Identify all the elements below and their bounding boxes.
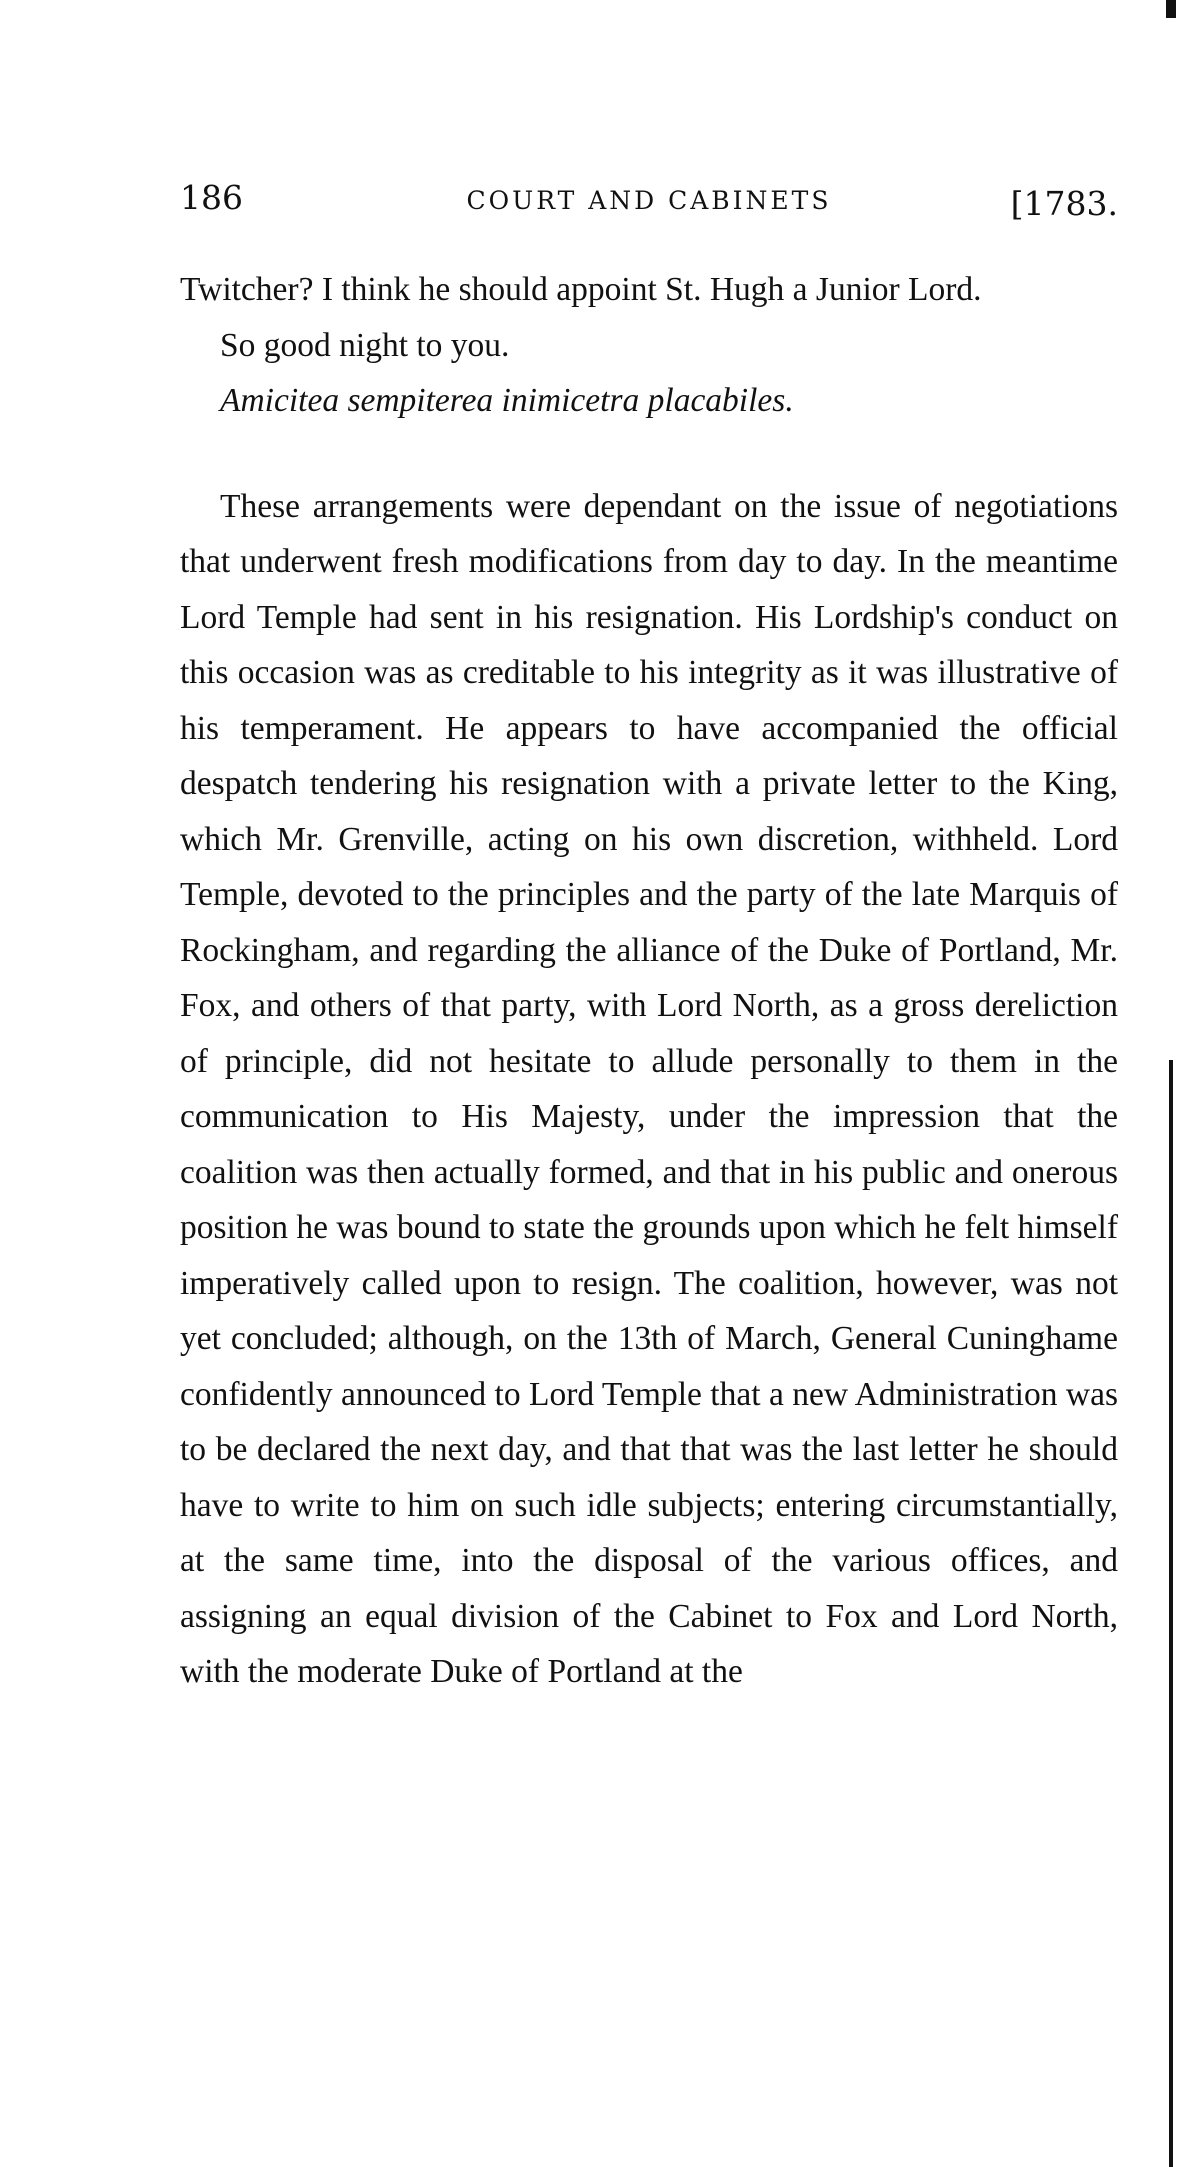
body-text xyxy=(180,262,1118,1700)
letter-farewell: So good night to you. xyxy=(220,326,510,364)
page-header xyxy=(180,178,1118,228)
page-edge-mark xyxy=(1166,0,1176,18)
page-edge-shadow xyxy=(1169,1060,1173,2167)
main-paragraph: These arrangements were dependant on the issue of negotiations that underwent fresh modifications from day to day. In the meantime Lord Temple had sent in his resignation. His Lordship's conduct on this occasion was as creditable to his integrity as it was illustrative of his temperament. He appears to have accompanied the official despatch tendering his resignation with a private letter to the King, which Mr. Grenville, acting on his own discretion, withheld. Lord Temple, devoted to the principles and the party of the late Marquis of Rockingham, and regarding the alliance of the Duke of Portland, Mr. Fox, and others of that party, with Lord North, as a gross dereliction of principle, did not hesitate to allude personally to them in the communication to His Majesty, under the impression that the coalition was then actually formed, and that in his public and onerous position he was bound to state the grounds upon which he felt himself imperatively called upon to resign. The coalition, however, was not yet concluded; although, on the 13th of March, General Cuninghame confidently announced to Lord Temple that a new Administration was to be declared the next day, and that that was the last letter he should have to write to him on such idle subjects; entering circumstantially, at the same time, into the disposal of the various offices, and assigning an equal division of the Cabinet to Fox and Lord North, with the moderate Duke of Portland at the xyxy=(180,487,1118,1690)
latin-motto: Amicitea sempiterea inimicetra placabiles. xyxy=(220,382,794,419)
letter-closing-line: Twitcher? I think he should appoint St. Hugh a Junior Lord. xyxy=(180,271,982,308)
page-number: 186 xyxy=(180,178,243,217)
running-head: COURT AND CABINETS xyxy=(466,186,832,215)
header-year: [1783. xyxy=(1010,184,1118,223)
